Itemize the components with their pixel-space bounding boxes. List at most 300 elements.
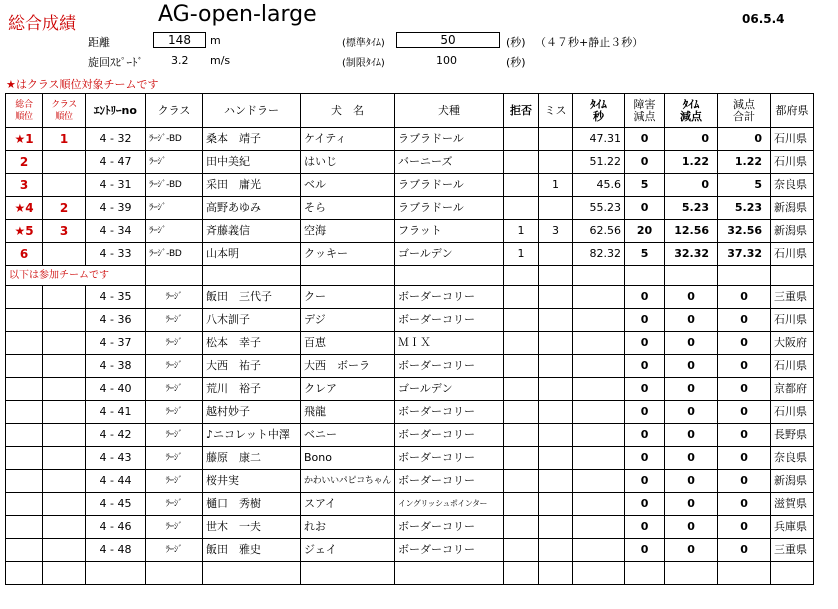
dog-cell: ベニー: [301, 424, 395, 447]
time-fault-cell: 0: [665, 447, 718, 470]
refusal-cell: [504, 470, 539, 493]
time-fault-cell: 0: [665, 401, 718, 424]
time-cell: 55.23: [573, 197, 625, 220]
entry-cell: 4 - 32: [86, 128, 146, 151]
time-fault-cell: 0: [665, 332, 718, 355]
time-fault-cell: 0: [665, 174, 718, 197]
empty-cell: [203, 562, 301, 585]
miss-cell: [539, 401, 573, 424]
time-cell: 82.32: [573, 243, 625, 266]
dog-cell: クッキー: [301, 243, 395, 266]
table-row: [6, 286, 814, 309]
breed-cell: ボーダーコリー: [395, 539, 504, 562]
class-rank-cell: [43, 243, 86, 266]
col-header-handler: ハンドラー: [203, 94, 301, 128]
class-rank-cell: [43, 174, 86, 197]
overall-rank-cell: [6, 470, 43, 493]
fault-cell: 0: [625, 151, 665, 174]
overall-rank-cell: [6, 447, 43, 470]
miss-cell: [539, 470, 573, 493]
class-rank-cell: [43, 424, 86, 447]
class-cell: ﾗｰｼﾞ: [146, 332, 203, 355]
empty-cell: [771, 266, 814, 286]
entry-cell: 4 - 40: [86, 378, 146, 401]
prefecture-cell: 石川県: [771, 243, 814, 266]
col-header-miss: ミス: [539, 94, 573, 128]
table-row: [6, 539, 814, 562]
miss-cell: [539, 286, 573, 309]
fault-cell: 0: [625, 197, 665, 220]
time-cell: 45.6: [573, 174, 625, 197]
class-cell: ﾗｰｼﾞ: [146, 355, 203, 378]
overall-rank-cell: [6, 401, 43, 424]
dog-cell: デジ: [301, 309, 395, 332]
overall-rank-cell: [6, 378, 43, 401]
class-rank-cell: [43, 470, 86, 493]
class-rank-cell: [43, 447, 86, 470]
empty-cell: [665, 562, 718, 585]
class-rank-cell: [43, 493, 86, 516]
col-header-obstacle-fault: 障害 減点: [625, 94, 665, 128]
page-title: 総合成績: [8, 14, 76, 34]
fault-cell: 0: [625, 493, 665, 516]
miss-cell: 1: [539, 174, 573, 197]
overall-rank-cell: [6, 332, 43, 355]
handler-cell: 八木訓子: [203, 309, 301, 332]
empty-cell: [301, 266, 395, 286]
handler-cell: 桜井実: [203, 470, 301, 493]
time-cell: [573, 493, 625, 516]
prefecture-cell: 奈良県: [771, 447, 814, 470]
speed-label: 旋回ｽﾋﾟｰﾄﾞ: [88, 56, 143, 69]
col-header-overall-rank: 総合 順位: [6, 94, 43, 128]
time-cell: 62.56: [573, 220, 625, 243]
table-row: [6, 355, 814, 378]
total-cell: 0: [718, 539, 771, 562]
class-cell: ﾗｰｼﾞ-BD: [146, 174, 203, 197]
entry-cell: 4 - 39: [86, 197, 146, 220]
entry-cell: 4 - 34: [86, 220, 146, 243]
breed-cell: ボーダーコリー: [395, 401, 504, 424]
col-header-dog-name: 犬 名: [301, 94, 395, 128]
breed-cell: ゴールデン: [395, 243, 504, 266]
entry-cell: 4 - 48: [86, 539, 146, 562]
limit-time-label: (制限ﾀｲﾑ): [342, 58, 385, 69]
time-fault-cell: 0: [665, 424, 718, 447]
class-cell: ﾗｰｼﾞ: [146, 197, 203, 220]
entry-cell: 4 - 47: [86, 151, 146, 174]
handler-cell: 高野あゆみ: [203, 197, 301, 220]
table-row: [6, 493, 814, 516]
class-rank-cell: [43, 539, 86, 562]
time-cell: [573, 424, 625, 447]
total-cell: 0: [718, 286, 771, 309]
class-cell: ﾗｰｼﾞ: [146, 470, 203, 493]
distance-value: 148: [153, 32, 206, 48]
empty-cell: [718, 266, 771, 286]
time-fault-cell: 5.23: [665, 197, 718, 220]
miss-cell: [539, 447, 573, 470]
participants-note-row: [6, 266, 814, 286]
empty-cell: [301, 562, 395, 585]
empty-cell: [504, 266, 539, 286]
col-header-time-fault: ﾀｲﾑ 減点: [665, 94, 718, 128]
fault-cell: 0: [625, 378, 665, 401]
refusal-cell: [504, 401, 539, 424]
breed-cell: ボーダーコリー: [395, 355, 504, 378]
breed-cell: ＭＩＸ: [395, 332, 504, 355]
time-cell: [573, 539, 625, 562]
class-rank-cell: [43, 516, 86, 539]
overall-rank-cell: ★5: [6, 220, 43, 243]
refusal-cell: [504, 197, 539, 220]
time-cell: 47.31: [573, 128, 625, 151]
miss-cell: [539, 355, 573, 378]
overall-rank-cell: [6, 424, 43, 447]
prefecture-cell: 新潟県: [771, 220, 814, 243]
std-time-unit: (秒): [506, 36, 526, 49]
time-fault-cell: 0: [665, 470, 718, 493]
col-header-prefecture: 都府県: [771, 94, 814, 128]
prefecture-cell: 三重県: [771, 286, 814, 309]
overall-rank-cell: ★4: [6, 197, 43, 220]
empty-cell: [573, 562, 625, 585]
dog-cell: はいじ: [301, 151, 395, 174]
overall-rank-cell: 3: [6, 174, 43, 197]
total-cell: 0: [718, 493, 771, 516]
prefecture-cell: 滋賀県: [771, 493, 814, 516]
limit-time-value: 100: [436, 54, 457, 67]
class-rank-cell: [43, 378, 86, 401]
table-row: [6, 332, 814, 355]
time-cell: [573, 286, 625, 309]
handler-cell: 采田 庸光: [203, 174, 301, 197]
handler-cell: 山本明: [203, 243, 301, 266]
time-cell: [573, 470, 625, 493]
class-cell: ﾗｰｼﾞ: [146, 378, 203, 401]
class-cell: ﾗｰｼﾞ: [146, 220, 203, 243]
dog-cell: スアイ: [301, 493, 395, 516]
table-row: [6, 470, 814, 493]
time-cell: [573, 401, 625, 424]
refusal-cell: [504, 174, 539, 197]
breed-cell: ボーダーコリー: [395, 516, 504, 539]
total-cell: 37.32: [718, 243, 771, 266]
dog-cell: ケイティ: [301, 128, 395, 151]
fault-cell: 0: [625, 286, 665, 309]
total-cell: 5: [718, 174, 771, 197]
miss-cell: [539, 539, 573, 562]
handler-cell: 田中美紀: [203, 151, 301, 174]
fault-cell: 0: [625, 470, 665, 493]
col-header-time-sec: ﾀｲﾑ 秒: [573, 94, 625, 128]
total-cell: 0: [718, 128, 771, 151]
entry-cell: 4 - 41: [86, 401, 146, 424]
dog-cell: ベル: [301, 174, 395, 197]
table-row: [6, 151, 814, 174]
prefecture-cell: 三重県: [771, 539, 814, 562]
time-fault-cell: 1.22: [665, 151, 718, 174]
results-table: [5, 93, 814, 585]
total-cell: 0: [718, 424, 771, 447]
handler-cell: 桑本 靖子: [203, 128, 301, 151]
time-fault-cell: 0: [665, 516, 718, 539]
breed-cell: ラブラドール: [395, 197, 504, 220]
handler-cell: 斉藤義信: [203, 220, 301, 243]
class-rank-cell: 2: [43, 197, 86, 220]
handler-cell: 飯田 雅史: [203, 539, 301, 562]
table-row: [6, 516, 814, 539]
table-row: [6, 220, 814, 243]
event-name: AG-open-large: [158, 2, 317, 27]
empty-cell: [625, 266, 665, 286]
class-cell: ﾗｰｼﾞ: [146, 493, 203, 516]
refusal-cell: [504, 424, 539, 447]
time-cell: [573, 332, 625, 355]
entry-cell: 4 - 46: [86, 516, 146, 539]
class-rank-cell: [43, 401, 86, 424]
breed-cell: ボーダーコリー: [395, 470, 504, 493]
overall-rank-cell: [6, 493, 43, 516]
class-cell: ﾗｰｼﾞ: [146, 309, 203, 332]
fault-cell: 0: [625, 516, 665, 539]
total-cell: 0: [718, 447, 771, 470]
class-cell: ﾗｰｼﾞ: [146, 516, 203, 539]
entry-cell: 4 - 42: [86, 424, 146, 447]
handler-cell: 松本 幸子: [203, 332, 301, 355]
breed-cell: フラット: [395, 220, 504, 243]
refusal-cell: [504, 286, 539, 309]
refusal-cell: [504, 128, 539, 151]
fault-cell: 0: [625, 447, 665, 470]
class-rank-cell: [43, 309, 86, 332]
total-cell: 0: [718, 332, 771, 355]
fault-cell: 0: [625, 309, 665, 332]
fault-cell: 5: [625, 174, 665, 197]
prefecture-cell: 石川県: [771, 151, 814, 174]
breed-cell: ゴールデン: [395, 378, 504, 401]
dog-cell: 大西 ボーラ: [301, 355, 395, 378]
fault-cell: 5: [625, 243, 665, 266]
time-fault-cell: 0: [665, 378, 718, 401]
refusal-cell: [504, 516, 539, 539]
dog-cell: クー: [301, 286, 395, 309]
table-row: [6, 128, 814, 151]
class-cell: ﾗｰｼﾞ: [146, 286, 203, 309]
handler-cell: 大西 祐子: [203, 355, 301, 378]
time-cell: [573, 309, 625, 332]
empty-cell: [625, 562, 665, 585]
refusal-cell: [504, 309, 539, 332]
miss-cell: [539, 243, 573, 266]
empty-cell: [771, 562, 814, 585]
entry-cell: 4 - 37: [86, 332, 146, 355]
entry-cell: 4 - 35: [86, 286, 146, 309]
overall-rank-cell: [6, 309, 43, 332]
dog-cell: Bono: [301, 447, 395, 470]
entry-cell: 4 - 38: [86, 355, 146, 378]
dog-cell: ジェイ: [301, 539, 395, 562]
dog-cell: 空海: [301, 220, 395, 243]
time-fault-cell: 0: [665, 128, 718, 151]
time-cell: [573, 447, 625, 470]
total-cell: 0: [718, 309, 771, 332]
overall-rank-cell: 6: [6, 243, 43, 266]
refusal-cell: [504, 332, 539, 355]
refusal-cell: [504, 447, 539, 470]
class-cell: ﾗｰｼﾞ: [146, 424, 203, 447]
entry-cell: 4 - 36: [86, 309, 146, 332]
empty-row: [6, 562, 814, 585]
dog-cell: クレア: [301, 378, 395, 401]
prefecture-cell: 石川県: [771, 128, 814, 151]
refusal-cell: 1: [504, 243, 539, 266]
std-time-note: （４７秒+静止３秒）: [535, 36, 644, 49]
class-rank-cell: 3: [43, 220, 86, 243]
handler-cell: 樋口 秀樹: [203, 493, 301, 516]
total-cell: 0: [718, 401, 771, 424]
fault-cell: 0: [625, 128, 665, 151]
time-fault-cell: 32.32: [665, 243, 718, 266]
class-rank-cell: [43, 332, 86, 355]
prefecture-cell: 京都府: [771, 378, 814, 401]
handler-cell: 藤原 康二: [203, 447, 301, 470]
col-header-breed: 犬種: [395, 94, 504, 128]
col-header-refusal: 拒否: [504, 94, 539, 128]
event-date: 06.5.4: [742, 12, 785, 26]
empty-cell: [539, 266, 573, 286]
empty-cell: [665, 266, 718, 286]
overall-rank-cell: ★1: [6, 128, 43, 151]
empty-cell: [203, 266, 301, 286]
fault-cell: 0: [625, 332, 665, 355]
prefecture-cell: 兵庫県: [771, 516, 814, 539]
time-fault-cell: 0: [665, 286, 718, 309]
overall-rank-cell: [6, 286, 43, 309]
entry-cell: 4 - 45: [86, 493, 146, 516]
handler-cell: 越村妙子: [203, 401, 301, 424]
refusal-cell: [504, 539, 539, 562]
total-cell: 0: [718, 355, 771, 378]
miss-cell: [539, 197, 573, 220]
overall-rank-cell: 2: [6, 151, 43, 174]
table-row: [6, 378, 814, 401]
empty-cell: [539, 562, 573, 585]
table-row: [6, 401, 814, 424]
time-fault-cell: 0: [665, 539, 718, 562]
miss-cell: [539, 516, 573, 539]
prefecture-cell: 石川県: [771, 309, 814, 332]
prefecture-cell: 石川県: [771, 355, 814, 378]
overall-rank-cell: [6, 516, 43, 539]
miss-cell: [539, 424, 573, 447]
dog-cell: 百恵: [301, 332, 395, 355]
refusal-cell: [504, 151, 539, 174]
class-cell: ﾗｰｼﾞ: [146, 401, 203, 424]
fault-cell: 0: [625, 401, 665, 424]
breed-cell: ボーダーコリー: [395, 309, 504, 332]
class-cell: ﾗｰｼﾞ: [146, 447, 203, 470]
class-rank-cell: 1: [43, 128, 86, 151]
distance-unit: m: [210, 34, 221, 47]
header-row: [6, 94, 814, 128]
limit-time-unit: (秒): [506, 56, 526, 69]
miss-cell: [539, 378, 573, 401]
breed-cell: ボーダーコリー: [395, 447, 504, 470]
total-cell: 0: [718, 470, 771, 493]
table-row: [6, 424, 814, 447]
speed-value: 3.2: [171, 54, 189, 67]
miss-cell: [539, 309, 573, 332]
overall-rank-cell: [6, 539, 43, 562]
table-row: [6, 309, 814, 332]
prefecture-cell: 長野県: [771, 424, 814, 447]
empty-cell: [146, 562, 203, 585]
total-cell: 32.56: [718, 220, 771, 243]
time-fault-cell: 0: [665, 309, 718, 332]
time-cell: [573, 355, 625, 378]
empty-cell: [718, 562, 771, 585]
miss-cell: [539, 493, 573, 516]
time-cell: 51.22: [573, 151, 625, 174]
empty-cell: [573, 266, 625, 286]
table-row: [6, 174, 814, 197]
breed-cell: ボーダーコリー: [395, 286, 504, 309]
table-row: [6, 447, 814, 470]
breed-cell: バーニーズ: [395, 151, 504, 174]
std-time-value: 50: [396, 32, 500, 48]
class-rank-cell: [43, 355, 86, 378]
dog-cell: 飛龍: [301, 401, 395, 424]
table-row: [6, 197, 814, 220]
class-cell: ﾗｰｼﾞ-BD: [146, 243, 203, 266]
class-rank-cell: [43, 151, 86, 174]
class-cell: ﾗｰｼﾞ: [146, 151, 203, 174]
fault-cell: 0: [625, 424, 665, 447]
handler-cell: ♪ニコレット中澤: [203, 424, 301, 447]
prefecture-cell: 新潟県: [771, 197, 814, 220]
handler-cell: 荒川 裕子: [203, 378, 301, 401]
std-time-label: (標準ﾀｲﾑ): [342, 38, 385, 49]
breed-cell: ラブラドール: [395, 128, 504, 151]
empty-cell: [146, 266, 203, 286]
empty-cell: [395, 562, 504, 585]
breed-cell: ラブラドール: [395, 174, 504, 197]
time-cell: [573, 516, 625, 539]
prefecture-cell: 新潟県: [771, 470, 814, 493]
class-cell: ﾗｰｼﾞ: [146, 539, 203, 562]
time-fault-cell: 12.56: [665, 220, 718, 243]
empty-cell: [504, 562, 539, 585]
speed-unit: m/s: [210, 54, 231, 67]
col-header-class-rank: クラス 順位: [43, 94, 86, 128]
time-cell: [573, 378, 625, 401]
total-cell: 1.22: [718, 151, 771, 174]
dog-cell: かわいいパピコちゃん: [301, 470, 395, 493]
col-header-total-fault: 減点 合計: [718, 94, 771, 128]
col-header-entry-no: ｴﾝﾄﾘｰno: [86, 94, 146, 128]
prefecture-cell: 石川県: [771, 401, 814, 424]
empty-cell: [86, 562, 146, 585]
overall-rank-cell: [6, 355, 43, 378]
dog-cell: そら: [301, 197, 395, 220]
distance-label: 距離: [88, 36, 110, 49]
breed-cell: イングリッシュポインター: [395, 493, 504, 516]
fault-cell: 0: [625, 355, 665, 378]
refusal-cell: [504, 378, 539, 401]
fault-cell: 20: [625, 220, 665, 243]
miss-cell: 3: [539, 220, 573, 243]
